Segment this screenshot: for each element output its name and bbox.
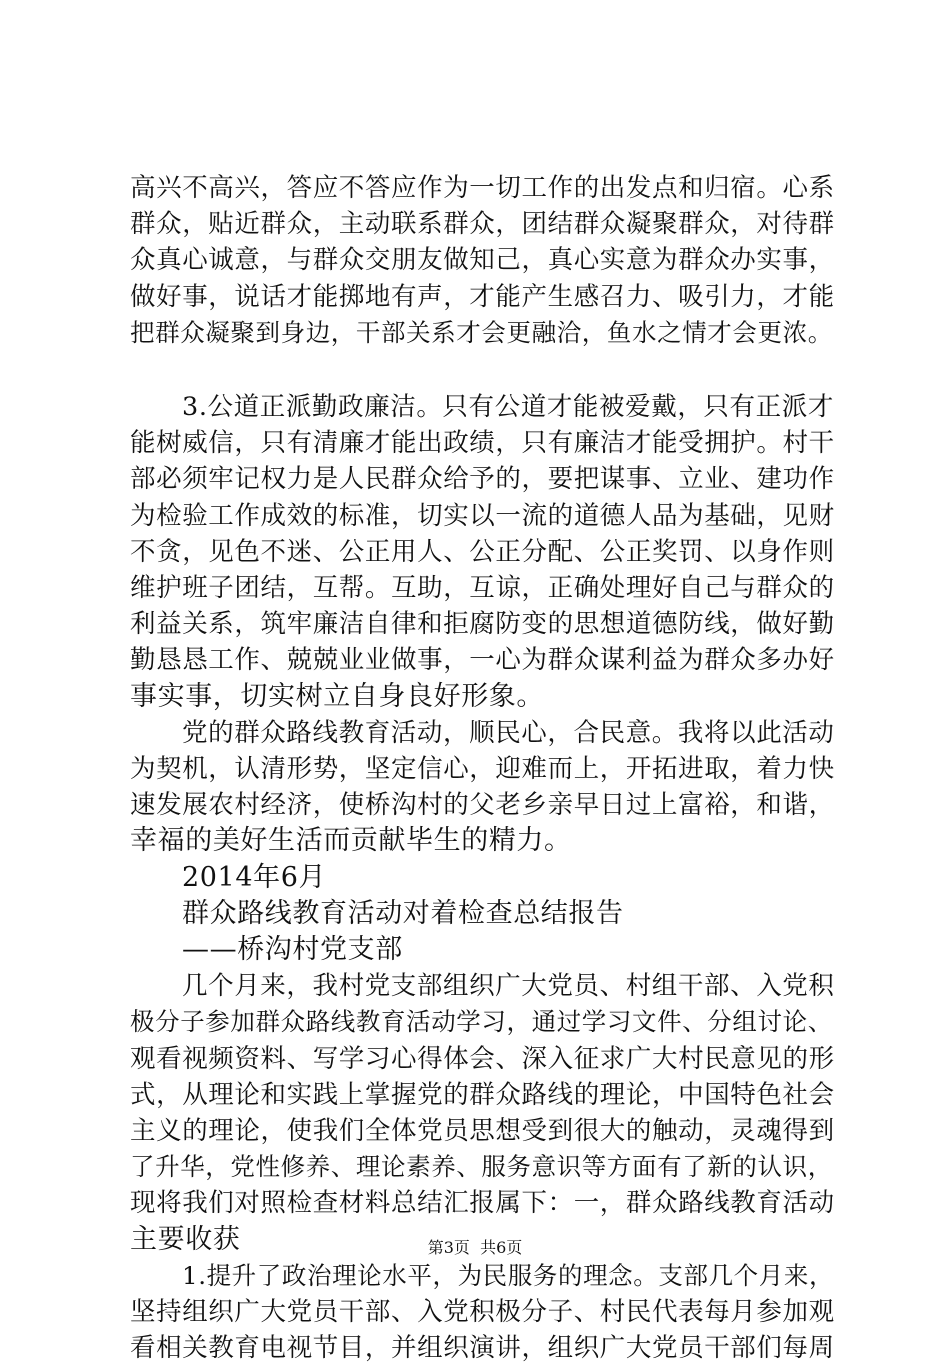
text-line: 现将我们对照检查材料总结汇报属下：一，群众路线教育活动 [130, 1188, 835, 1218]
report-subtitle: ——桥沟村党支部 [182, 934, 403, 965]
text-line: 了升华，党性修养、理论素养、服务意识等方面有了新的认识， [130, 1152, 833, 1181]
page-footer: 第3页 共6页 [427, 1238, 523, 1257]
text-line: 为检验工作成效的标准，切实以一流的道德人品为基础，见财 [130, 501, 835, 531]
text-line: 坚持组织广大党员干部、入党积极分子、村民代表每月参加观 [130, 1297, 835, 1327]
text-line: 众真心诚意，与群众交朋友做知己，真心实意为群众办实事， [130, 245, 835, 275]
text-line: 部必须牢记权力是人民群众给予的，要把谋事、立业、建功作 [130, 464, 835, 494]
text-line: 幸福的美好生活而贡献毕生的精力。 [130, 825, 572, 856]
text-line: 为契机，认清形势，坚定信心，迎难而上，开拓进取，着力快 [130, 754, 835, 784]
text-line: 高兴不高兴，答应不答应作为一切工作的出发点和归宿。心系 [130, 173, 835, 203]
text-line: 主义的理论，使我们全体党员思想受到很大的触动，灵魂得到 [130, 1116, 835, 1146]
text-line: 极分子参加群众路线教育活动学习，通过学习文件、分组讨论、 [130, 1007, 833, 1036]
text-line: 几个月来，我村党支部组织广大党员、村组干部、入党积 [182, 971, 835, 1001]
report-title: 群众路线教育活动对着检查总结报告 [182, 898, 624, 929]
text-line: 式，从理论和实践上掌握党的群众路线的理论，中国特色社会 [130, 1080, 835, 1110]
text-line: 勤恳恳工作、兢兢业业做事，一心为群众谋利益为群众多办好 [130, 645, 835, 675]
text-line: 能树威信，只有清廉才能出政绩，只有廉洁才能受拥护。村干 [130, 428, 835, 458]
text-line: 主要收获 [130, 1224, 241, 1255]
text-line: 观看视频资料、写学习心得体会、深入征求广大村民意见的形 [130, 1044, 835, 1074]
text-line: 做好事，说话才能掷地有声，才能产生感召力、吸引力，才能 [130, 282, 835, 312]
text-line: 党的群众路线教育活动，顺民心，合民意。我将以此活动 [182, 718, 835, 748]
date-line: 2014年6月 [182, 862, 327, 893]
text-line: 群众，贴近群众，主动联系群众，团结群众凝聚群众，对待群 [130, 209, 835, 239]
text-line: 1.提升了政治理论水平，为民服务的理念。支部几个月来， [182, 1261, 835, 1290]
text-line: 不贪，见色不迷、公正用人、公正分配、公正奖罚、以身作则 [130, 537, 835, 567]
text-line: 3.公道正派勤政廉洁。只有公道才能被爱戴，只有正派才 [182, 392, 834, 422]
text-line: 利益关系，筑牢廉洁自律和拒腐防变的思想道德防线，做好勤 [130, 609, 835, 639]
text-line: 速发展农村经济，使桥沟村的父老乡亲早日过上富裕，和谐， [130, 790, 835, 820]
text-line: 事实事，切实树立自身良好形象。 [130, 681, 544, 712]
text-line: 看相关教育电视节目，并组织演讲，组织广大党员干部们每周 [130, 1333, 835, 1363]
text-line: 维护班子团结，互帮。互助，互谅，正确处理好自己与群众的 [130, 573, 835, 603]
text-line: 把群众凝聚到身边，干部关系才会更融洽，鱼水之情才会更浓。 [130, 318, 833, 347]
